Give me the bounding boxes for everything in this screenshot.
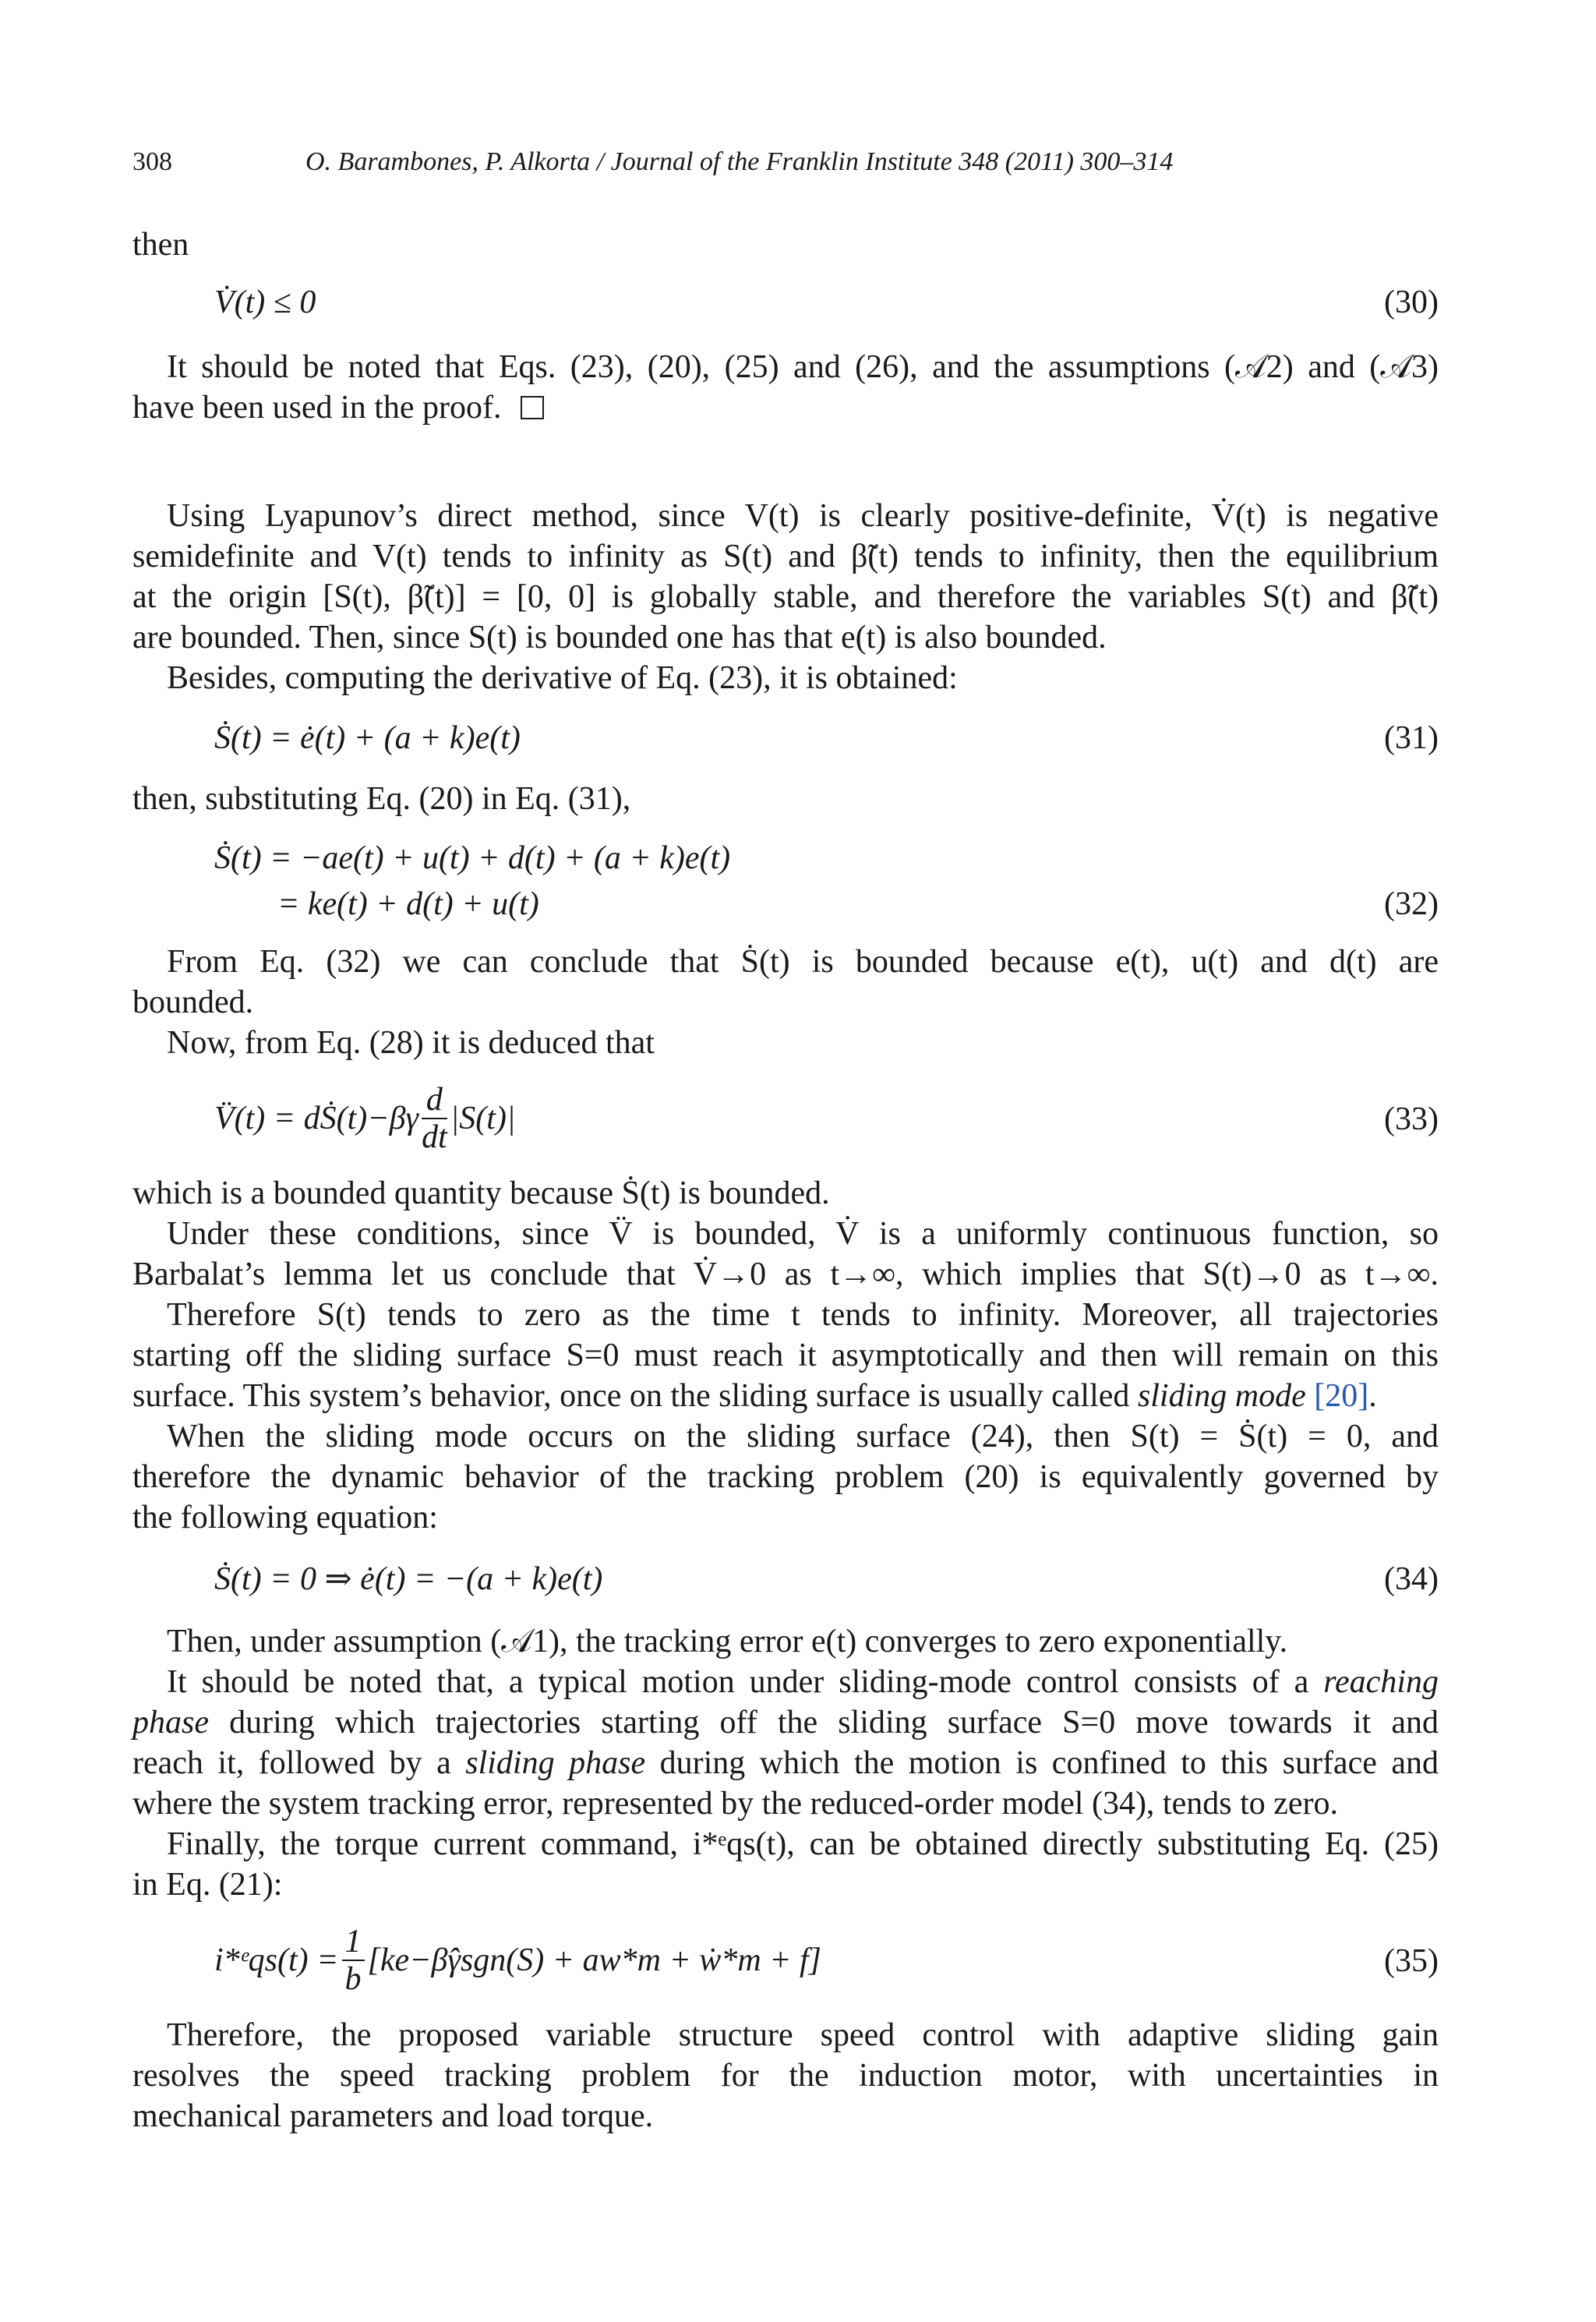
paragraph-assumption: Then, under assumption (𝒜1), the tracking error e(t) converges to zero exponentially.: [167, 1624, 1288, 1659]
paragraph-conclusion-line1: Therefore, the proposed variable structure speed control with adaptive sliding gain: [167, 2017, 1439, 2053]
paragraph-torque-current-line1: Finally, the torque current command, i*ᵉqs(t), can be obtained directly substituting Eq. (25): [167, 1826, 1439, 1862]
paragraph-lyapunov-line4: are bounded. Then, since S(t) is bounded one has that e(t) is also bounded.: [132, 620, 1107, 656]
paragraph-typical-motion-line1: It should be noted that, a typical motion under sliding-mode control consists of a reaching: [167, 1664, 1439, 1700]
citation-link-20[interactable]: [20]: [1314, 1378, 1369, 1414]
paragraph-derivative: Besides, computing the derivative of Eq. (23), it is obtained:: [167, 660, 958, 696]
paragraph-typical-motion-line2: phase during which trajectories starting off the sliding surface S=0 move towards it and: [132, 1705, 1439, 1741]
equation-number-35: (35): [1384, 1943, 1439, 1979]
paragraph-torque-current-line2: in Eq. (21):: [132, 1867, 283, 1903]
paragraph-lyapunov-line2: semidefinite and V(t) tends to infinity as S(t) and β̃(t) tends to infinity, then the equilibrium: [132, 539, 1439, 574]
paragraph-proof-note-line2: have been used in the proof.: [132, 387, 544, 428]
paragraph-tends-zero-line2: starting off the sliding surface S=0 must reach it asymptotically and then will remain on this: [132, 1338, 1439, 1373]
equation-31: Ṡ(t) = ė(t) + (a + k)e(t): [214, 720, 521, 756]
running-title: O. Barambones, P. Alkorta / Journal of the Franklin Institute 348 (2011) 300–314: [305, 147, 1174, 176]
equation-30: V̇(t) ≤ 0: [214, 285, 316, 320]
paragraph-tends-zero-line3: surface. This system’s behavior, once on the sliding surface is usually called sliding mode [20].: [132, 1378, 1377, 1414]
paragraph-lyapunov-line1: Using Lyapunov’s direct method, since V(t) is clearly positive-definite, V̇(t) is negative: [167, 498, 1439, 534]
equation-35: i*ᵉqs(t) = $\frac{1}{b}$ [ke−β̂γsgn(S) + aw*m + ẇ*m + f]: [214, 1924, 821, 1997]
equation-number-33: (33): [1384, 1101, 1439, 1137]
paragraph-conditions-line2: Barbalat’s lemma let us conclude that V̇→0 as t→∞, which implies that S(t)→0 as t→∞.: [132, 1256, 1439, 1292]
paragraph-bounded-line2: bounded.: [132, 984, 254, 1020]
paragraph-bounded-quantity: which is a bounded quantity because Ṡ(t) is bounded.: [132, 1175, 830, 1211]
paragraph-conclusion-line2: resolves the speed tracking problem for the induction motor, with uncertainties in: [132, 2058, 1439, 2094]
equation-32-line1: Ṡ(t) = −ae(t) + u(t) + d(t) + (a + k)e(t): [214, 840, 731, 876]
equation-32-line2: = ke(t) + d(t) + u(t): [277, 886, 539, 922]
equation-33-fraction: $\frac{d}{dt}$: [422, 1082, 447, 1155]
paragraph-substituting: then, substituting Eq. (20) in Eq. (31),: [132, 781, 631, 817]
equation-number-32: (32): [1384, 886, 1439, 922]
paragraph-deduced: Now, from Eq. (28) it is deduced that: [167, 1025, 655, 1061]
paragraph-lyapunov-line3: at the origin [S(t), β̃(t)] = [0, 0] is globally stable, and therefore the variables S(t) and β̃(t): [132, 579, 1439, 615]
paragraph-typical-motion-line4: where the system tracking error, represented by the reduced-order model (34), tends to zero.: [132, 1786, 1339, 1822]
paragraph-sliding-mode-line3: the following equation:: [132, 1500, 438, 1536]
equation-number-34: (34): [1384, 1561, 1439, 1597]
equation-33: V̈(t) = dṠ(t)−βγ $\frac{d}{dt}$ |S(t)|: [214, 1082, 516, 1155]
paragraph-conditions-line1: Under these conditions, since V̈ is bounded, V̇ is a uniformly continuous function, so: [167, 1216, 1439, 1252]
paragraph-typical-motion-line3: reach it, followed by a sliding phase during which the motion is confined to this surface and: [132, 1745, 1439, 1781]
paragraph-bounded-line1: From Eq. (32) we can conclude that Ṡ(t) is bounded because e(t), u(t) and d(t) are: [167, 944, 1439, 980]
equation-34: Ṡ(t) = 0 ⇒ ė(t) = −(a + k)e(t): [214, 1561, 603, 1597]
paragraph-conclusion-line3: mechanical parameters and load torque.: [132, 2098, 654, 2134]
equation-number-30: (30): [1384, 285, 1439, 320]
equation-35-fraction: $\frac{1}{b}$: [342, 1924, 365, 1997]
equation-number-31: (31): [1384, 720, 1439, 756]
paragraph-sliding-mode-line1: When the sliding mode occurs on the sliding surface (24), then S(t) = Ṡ(t) = 0, and: [167, 1419, 1439, 1454]
text-then: then: [132, 227, 189, 263]
page-number: 308: [132, 147, 172, 176]
qed-box-icon: [521, 396, 544, 419]
paragraph-proof-note-line1: It should be noted that Eqs. (23), (20), (25) and (26), and the assumptions (𝒜2) and (𝒜3): [167, 349, 1439, 385]
paragraph-sliding-mode-line2: therefore the dynamic behavior of the tracking problem (20) is equivalently governed by: [132, 1459, 1439, 1495]
paragraph-tends-zero-line1: Therefore S(t) tends to zero as the time t tends to infinity. Moreover, all trajectories: [167, 1297, 1439, 1333]
